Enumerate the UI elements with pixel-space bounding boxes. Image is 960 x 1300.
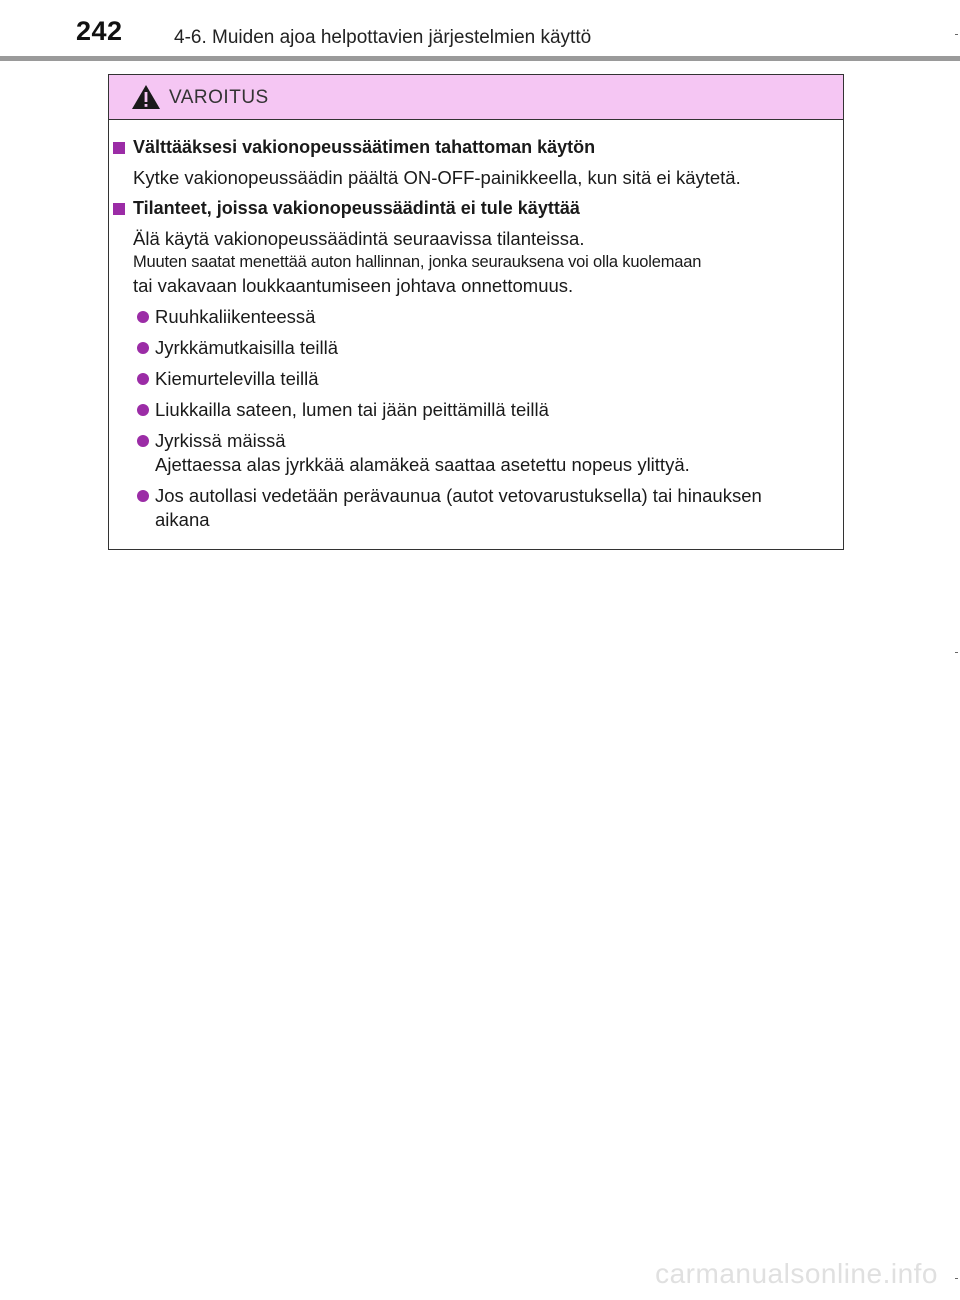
dot-bullet-icon <box>137 342 149 354</box>
list-item-text: Jos autollasi vedetään perävaunua (autot vetovarustuksella) tai hinauksen <box>155 485 762 506</box>
list-item <box>137 337 338 359</box>
list-item-text: Jyrkissä mäissä <box>155 430 286 451</box>
dot-bullet-icon <box>137 404 149 416</box>
warning-box <box>108 74 844 550</box>
warning-triangle-icon <box>131 84 161 110</box>
list-item-text: Kiemurtelevilla teillä <box>155 368 319 389</box>
edge-mark-middle <box>955 652 958 653</box>
section-heading-not-to-use <box>113 198 580 219</box>
square-bullet-icon <box>113 203 125 215</box>
body-text-line: Kytke vakionopeussäädin päältä ON-OFF-painikkeella, kun sitä ei käytetä. <box>133 167 741 188</box>
section-heading-text: Välttääksesi vakionopeussäätimen tahattoman käytön <box>133 137 596 157</box>
list-item <box>137 399 549 421</box>
body-text-line: tai vakavaan loukkaantumiseen johtava onnettomuus. <box>133 275 574 296</box>
edge-mark-top <box>955 34 958 35</box>
list-item <box>137 306 315 328</box>
list-item <box>137 430 286 452</box>
warning-label: VAROITUS <box>169 87 269 108</box>
header-rule <box>0 56 960 61</box>
list-item-text: Jyrkkämutkaisilla teillä <box>155 337 338 358</box>
list-item <box>137 485 762 507</box>
watermark: carmanualsonline.info <box>655 1258 938 1289</box>
warning-header <box>109 75 843 120</box>
list-item-text: Liukkailla sateen, lumen tai jään peittämillä teillä <box>155 399 549 420</box>
section-heading-text: Tilanteet, joissa vakionopeussäädintä ei tule käyttää <box>133 198 580 218</box>
page-number: 242 <box>76 16 123 46</box>
square-bullet-icon <box>113 142 125 154</box>
edge-mark-bottom <box>955 1278 958 1279</box>
body-text-line: Muuten saatat menettää auton hallinnan, jonka seurauksena voi olla kuolemaan <box>133 253 702 271</box>
dot-bullet-icon <box>137 311 149 323</box>
section-heading-unintended-use <box>113 137 595 158</box>
dot-bullet-icon <box>137 435 149 447</box>
dot-bullet-icon <box>137 373 149 385</box>
chapter-title: 4-6. Muiden ajoa helpottavien järjestelmien käyttö <box>174 27 592 48</box>
list-item-continuation: Ajettaessa alas jyrkkää alamäkeä saattaa asetettu nopeus ylittyä. <box>155 454 690 475</box>
list-item-text: Ruuhkaliikenteessä <box>155 306 316 327</box>
dot-bullet-icon <box>137 490 149 502</box>
body-text-line: Älä käytä vakionopeussäädintä seuraavissa tilanteissa. <box>133 228 585 249</box>
list-item-continuation: aikana <box>155 509 210 530</box>
list-item <box>137 368 318 390</box>
